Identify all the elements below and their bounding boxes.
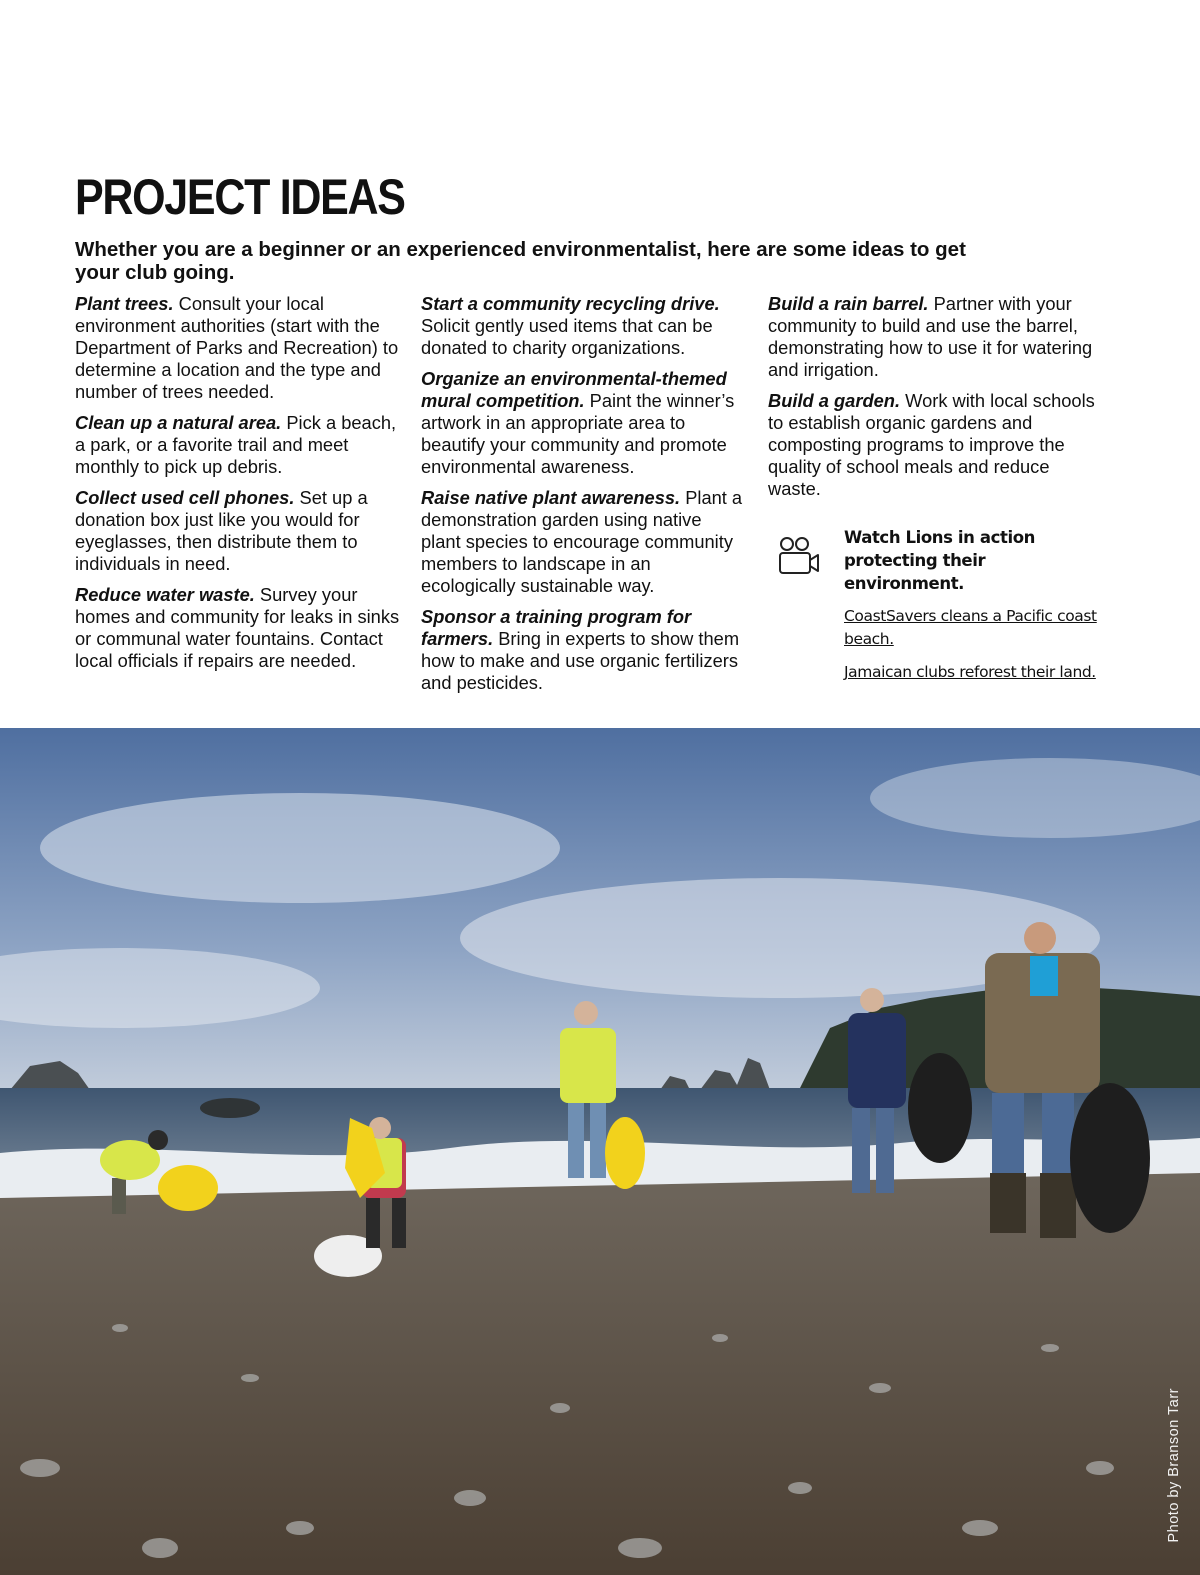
- idea-heading: Clean up a natural area.: [75, 412, 282, 433]
- idea-item: [768, 390, 1098, 500]
- idea-item: [75, 293, 400, 403]
- idea-heading: Plant trees.: [75, 293, 174, 314]
- idea-item: [421, 487, 746, 597]
- idea-heading: Reduce water waste.: [75, 584, 255, 605]
- video-callout-title: Watch Lions in action protecting their environment.: [844, 528, 1036, 593]
- video-camera-icon: [778, 536, 822, 576]
- idea-item: [768, 293, 1098, 381]
- idea-item: [75, 584, 400, 672]
- idea-text: Bring in experts to show them how to make and use organic fertilizers and pesticides.: [421, 628, 740, 693]
- video-link-coastsavers[interactable]: CoastSavers cleans a Pacific coast beach.: [844, 607, 1097, 648]
- idea-item: [421, 368, 746, 478]
- idea-heading: Organize an environmental-themed mural competition.: [421, 368, 727, 411]
- ideas-column-3: [768, 293, 1098, 509]
- idea-text: Paint the winner’s artwork in an appropriate area to beautify your community and promote environmental awareness.: [421, 390, 735, 477]
- idea-item: [421, 293, 746, 359]
- idea-text: Set up a donation box just like you would for eyeglasses, then distribute them to individuals in need.: [75, 487, 368, 574]
- video-link-jamaica[interactable]: Jamaican clubs reforest their land.: [844, 663, 1096, 681]
- idea-text: Work with local schools to establish organic gardens and composting programs to improve the quality of school meals and reduce waste.: [768, 390, 1095, 499]
- ideas-column-2: [421, 293, 746, 703]
- page-title: PROJECT IDEAS: [75, 169, 405, 225]
- idea-heading: Collect used cell phones.: [75, 487, 295, 508]
- idea-text: Consult your local environment authorities (start with the Department of Parks and Recreation) to determine a location and the type and number of trees needed.: [75, 293, 399, 402]
- idea-item: [75, 487, 400, 575]
- idea-item: [421, 606, 746, 694]
- idea-text: Plant a demonstration garden using native plant species to encourage community members to landscape in an ecologically sustainable way.: [421, 487, 743, 596]
- idea-text: Survey your homes and community for leaks in sinks or communal water fountains. Contact local officials if repairs are needed.: [75, 584, 400, 671]
- idea-item: [75, 412, 400, 478]
- beach-cleanup-photo: [0, 728, 1200, 1575]
- photo-credit: Photo by Branson Tarr: [1166, 1388, 1182, 1543]
- idea-heading: Raise native plant awareness.: [421, 487, 681, 508]
- idea-heading: Start a community recycling drive.: [421, 293, 720, 314]
- idea-heading: Build a garden.: [768, 390, 901, 411]
- idea-text: Solicit gently used items that can be donated to charity organizations.: [421, 315, 713, 358]
- ideas-column-1: [75, 293, 400, 681]
- idea-text: Partner with your community to build and use the barrel, demonstrating how to use it for watering and irrigation.: [768, 293, 1093, 380]
- idea-text: Pick a beach, a park, or a favorite trail and meet monthly to pick up debris.: [75, 412, 397, 477]
- idea-heading: Build a rain barrel.: [768, 293, 929, 314]
- idea-heading: Sponsor a training program for farmers.: [421, 606, 692, 649]
- intro-text: Whether you are a beginner or an experienced environmentalist, here are some ideas to get your club going.: [75, 238, 966, 284]
